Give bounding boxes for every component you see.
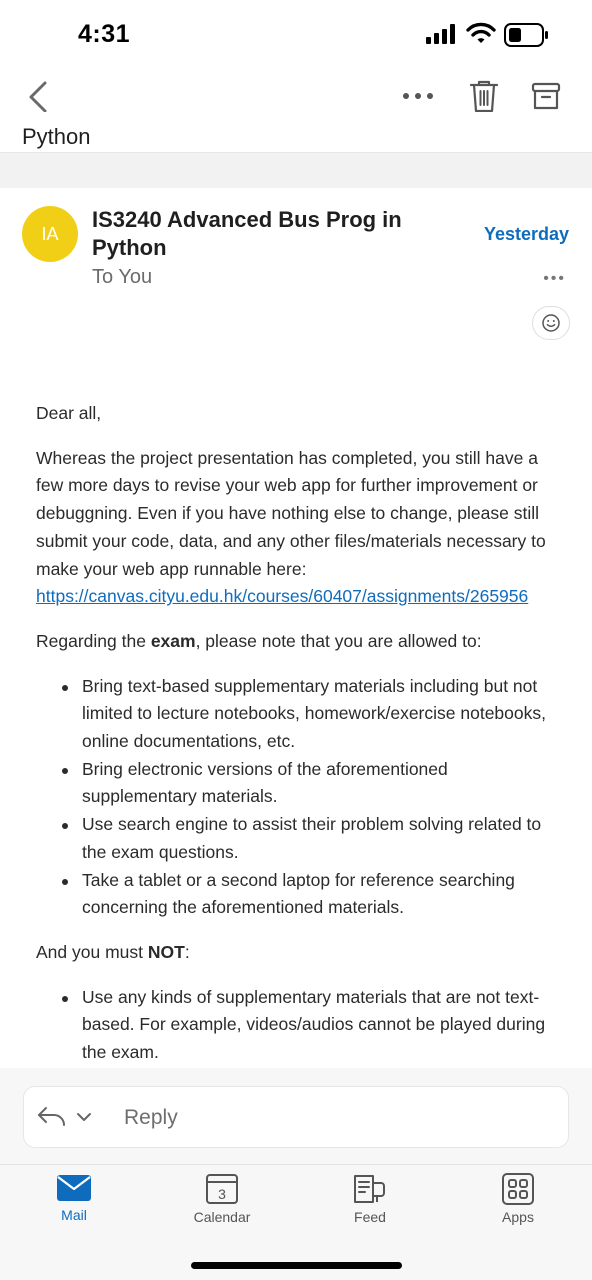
wifi-icon xyxy=(466,22,496,44)
tab-label: Calendar xyxy=(193,1209,251,1225)
back-chevron-icon[interactable] xyxy=(26,80,52,114)
reply-arrow-icon[interactable] xyxy=(36,1105,68,1129)
tab-feed[interactable] xyxy=(310,1173,430,1243)
not-allowed-intro xyxy=(36,939,566,967)
tab-label: Mail xyxy=(61,1207,87,1223)
not-intro-bold: NOT xyxy=(147,941,185,962)
body-paragraph xyxy=(36,445,566,611)
tab-label: Apps xyxy=(502,1209,534,1225)
message-more-button[interactable]: ••• xyxy=(543,270,566,287)
feed-icon xyxy=(352,1173,388,1205)
not-allowed-list xyxy=(36,984,566,1067)
status-time: 4:31 xyxy=(78,20,131,48)
mail-icon xyxy=(56,1173,92,1203)
tab-calendar[interactable] xyxy=(162,1173,282,1243)
reply-label: Reply xyxy=(124,1106,178,1129)
home-indicator[interactable] xyxy=(191,1262,402,1269)
list-item: Bring electronic versions of the aforementioned supplementary materials. xyxy=(82,756,566,811)
smiley-icon xyxy=(541,313,561,333)
calendar-day: 3 xyxy=(218,1186,226,1202)
tab-apps[interactable] xyxy=(458,1173,578,1243)
sender-avatar[interactable]: IA xyxy=(22,206,78,262)
calendar-icon xyxy=(205,1173,239,1205)
chevron-down-icon[interactable] xyxy=(76,1111,92,1123)
conversation-title: Python xyxy=(22,124,91,149)
greeting: Dear all, xyxy=(36,403,102,423)
message-subject: IS3240 Advanced Bus Prog in Python xyxy=(92,207,402,260)
message-date: Yesterday xyxy=(483,224,569,244)
reply-bar xyxy=(0,1068,592,1164)
tab-label: Feed xyxy=(354,1209,386,1225)
assignment-link[interactable]: https://canvas.cityu.edu.hk/courses/60407/assignments/265956 xyxy=(36,586,529,607)
paragraph-text: Whereas the project presentation has completed, you still have a few more days to revise your web app for further improvement or debuggning. Even if you have nothing else to change, please still submit your code, data, and any other files/materials necessary to make your web app runnable here: xyxy=(36,447,546,579)
trash-icon[interactable] xyxy=(468,78,500,114)
battery-icon xyxy=(504,23,550,47)
exam-intro-text: Regarding the xyxy=(36,630,151,651)
archive-icon[interactable] xyxy=(530,78,562,114)
list-item: Use any kinds of supplementary materials that are not text-based. For example, videos/audios cannot be played during the exam. xyxy=(82,984,566,1067)
exam-intro-bold: exam xyxy=(150,630,196,651)
tab-mail[interactable] xyxy=(14,1173,134,1243)
message-body xyxy=(36,400,566,1068)
list-item: Use search engine to assist their problem solving related to the exam questions. xyxy=(82,811,566,866)
reaction-button[interactable] xyxy=(532,306,570,340)
allowed-list xyxy=(36,673,566,922)
apps-grid-icon xyxy=(501,1173,535,1205)
exam-intro-text-end: , please note that you are allowed to: xyxy=(195,630,482,651)
exam-intro xyxy=(36,628,566,656)
cellular-signal-icon xyxy=(426,24,458,44)
not-intro-text-end: : xyxy=(184,941,190,962)
list-item: Take a tablet or a second laptop for reference searching concerning the aforementioned materials. xyxy=(82,867,566,922)
status-bar xyxy=(0,0,592,70)
list-item: Bring text-based supplementary materials including but not limited to lecture notebooks, homework/exercise notebooks, online documentations, etc. xyxy=(82,673,566,756)
not-intro-text: And you must xyxy=(36,941,148,962)
more-options-icon[interactable] xyxy=(400,84,436,108)
reply-input[interactable] xyxy=(23,1086,569,1148)
message-recipient[interactable]: To You xyxy=(92,266,153,288)
header-divider xyxy=(0,152,592,188)
